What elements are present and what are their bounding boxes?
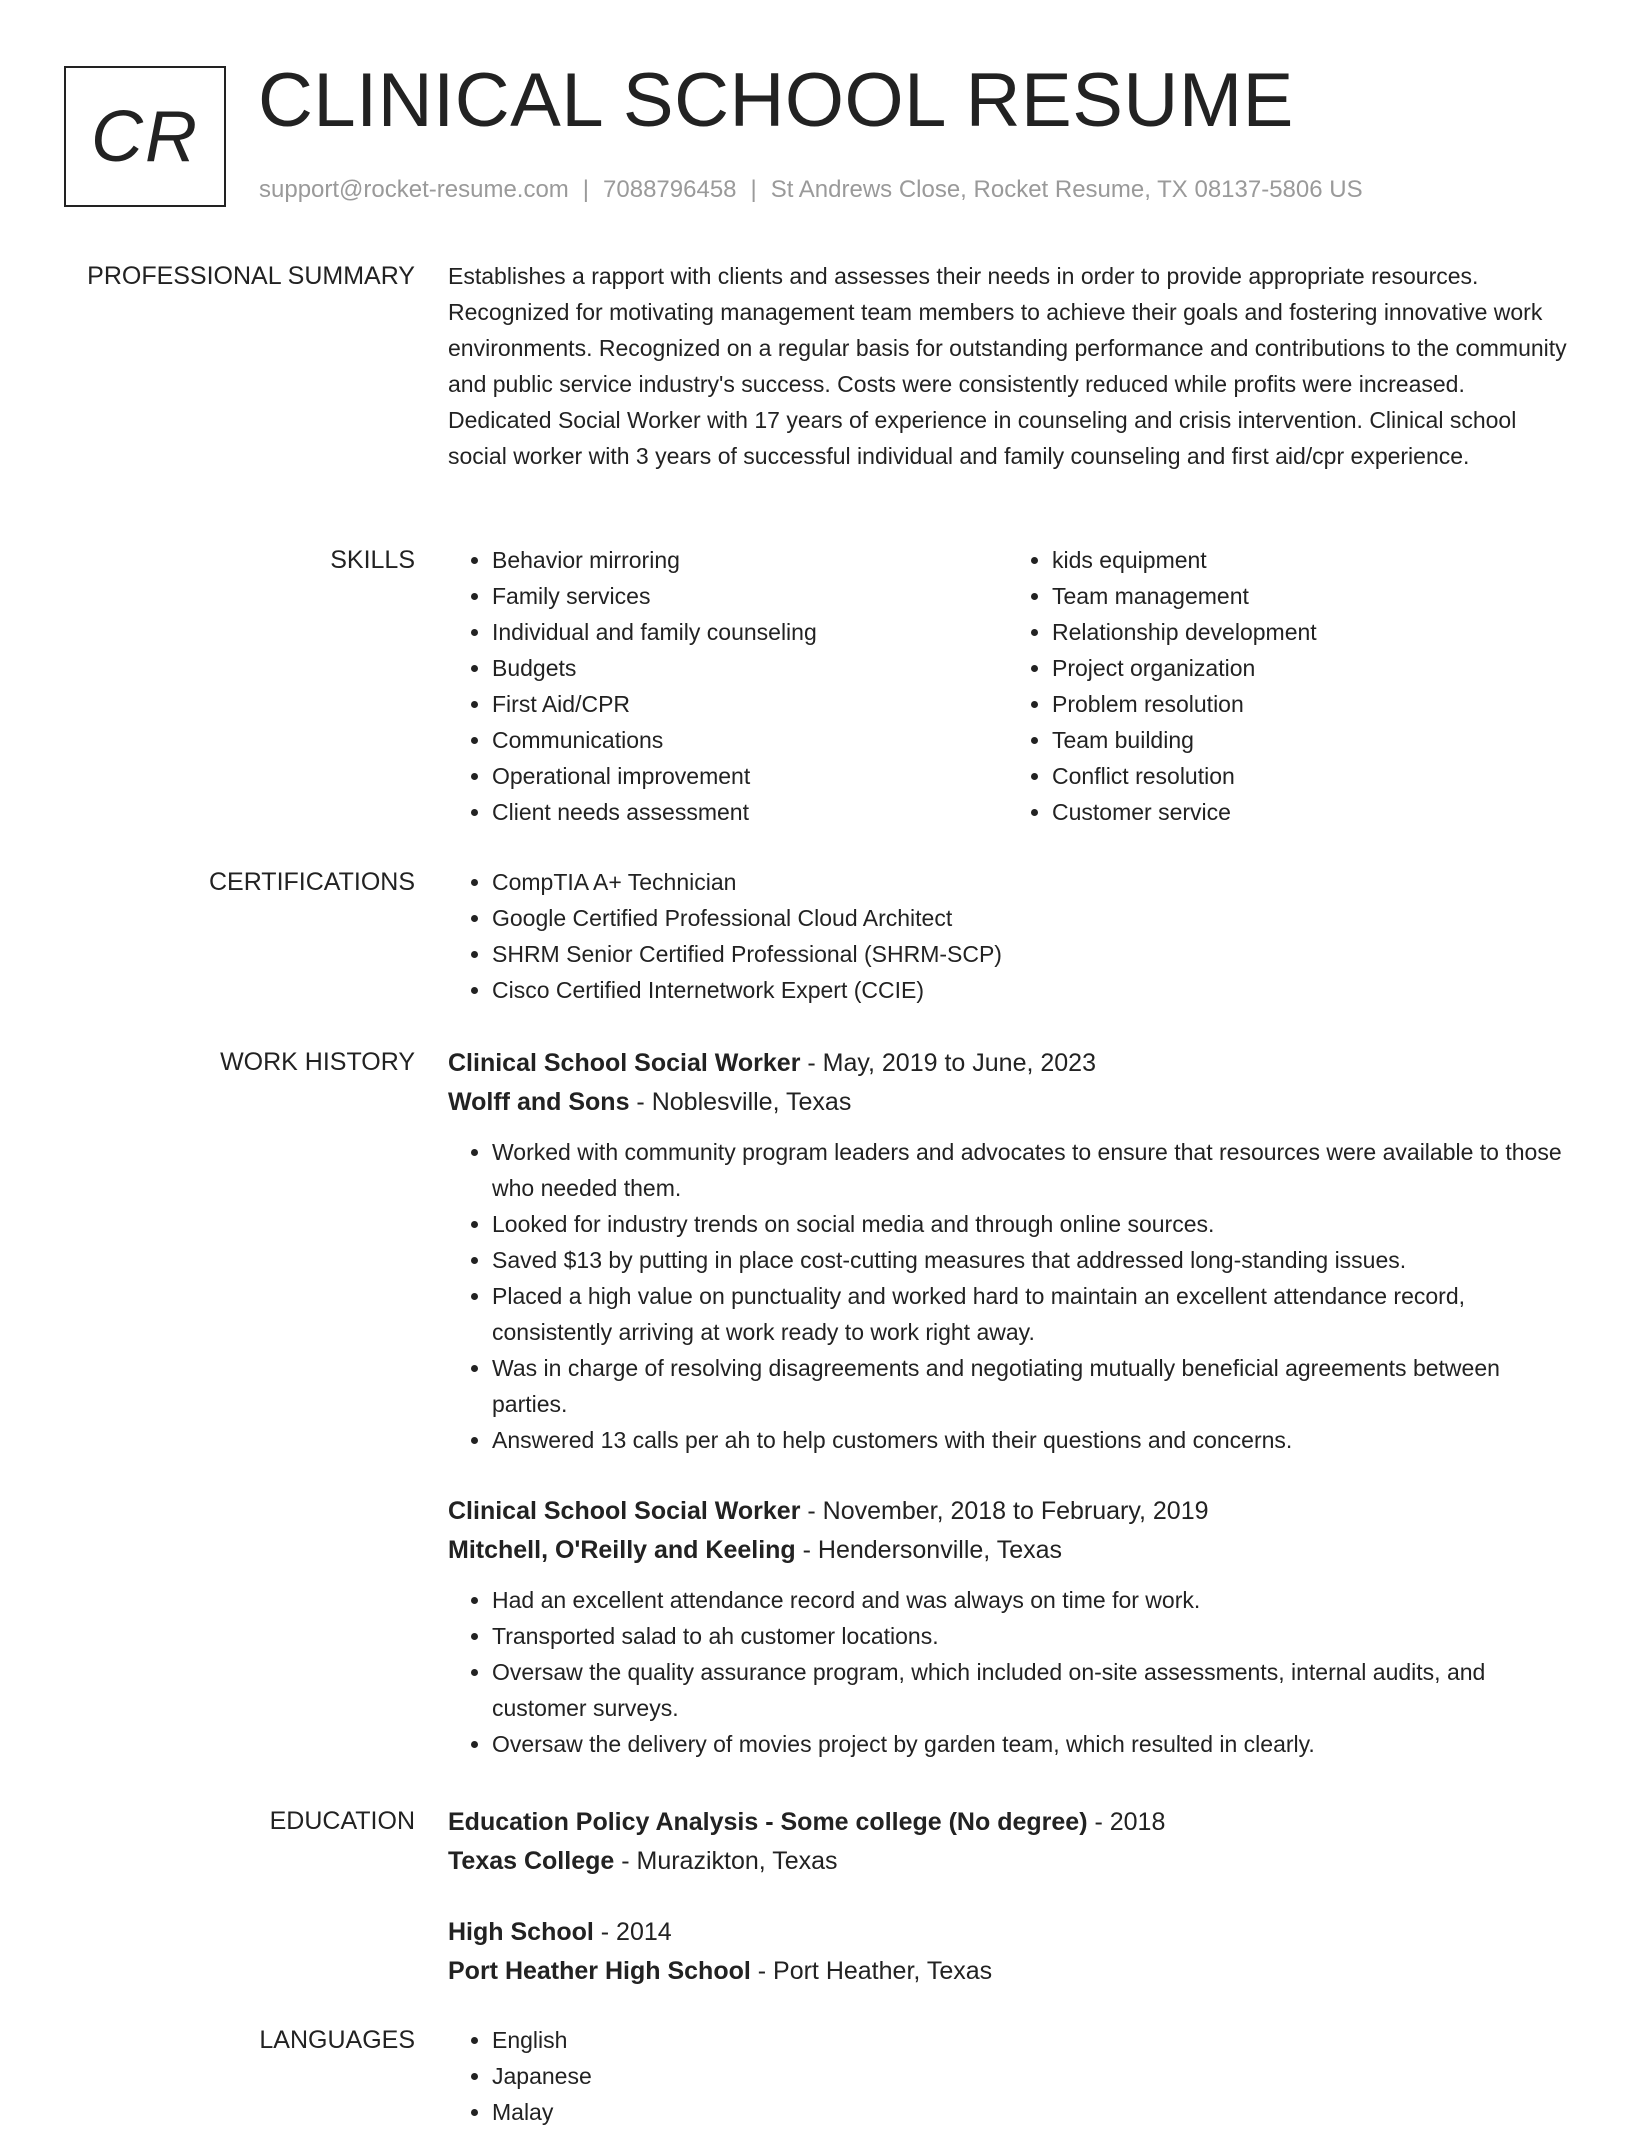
- education-school-line: [448, 1841, 1568, 1881]
- job-bullets: [448, 1134, 1568, 1458]
- job-dates: - May, 2019 to June, 2023: [800, 1049, 1096, 1077]
- education-degree-line: [448, 1803, 1568, 1841]
- skill-item: • Problem resolution: [1052, 686, 1568, 722]
- education-school: Texas College: [448, 1847, 615, 1875]
- education-degree: Education Policy Analysis - Some college (No degree): [448, 1808, 1088, 1836]
- certification-item: • Cisco Certified Internetwork Expert (CCIE): [492, 972, 1568, 1008]
- languages-heading: LANGUAGES: [259, 2026, 415, 2054]
- skill-item: • Behavior mirroring: [492, 542, 1008, 578]
- summary-text: Establishes a rapport with clients and assesses their needs in order to provide appropriate resources. Recognized for motivating management team members to achieve their goals and fostering innovative work environments. Recognized on a regular basis for outstanding performance and contributions to the community and public service industry's success. Costs were consistently reduced while profits were increased. Dedicated Social Worker with 17 years of experience in counseling and crisis intervention. Clinical school social worker with 3 years of successful individual and family counseling and first aid/cpr experience.: [448, 263, 1567, 469]
- skills-columns: [448, 542, 1568, 830]
- skill-item: • Conflict resolution: [1052, 758, 1568, 794]
- work-history-body: [448, 1044, 1568, 1762]
- job-location: - Noblesville, Texas: [629, 1088, 852, 1116]
- job-bullets: [448, 1582, 1568, 1762]
- job-bullet: • Oversaw the quality assurance program, which included on-site assessments, internal audits, and customer surveys.: [492, 1654, 1568, 1726]
- resume-title: CLINICAL SCHOOL RESUME: [258, 58, 1294, 143]
- job-bullet: • Placed a high value on punctuality and worked hard to maintain an excellent attendance record, consistently arriving at work ready to work right away.: [492, 1278, 1568, 1350]
- job-location: - Hendersonville, Texas: [795, 1536, 1063, 1564]
- language-item: • English: [492, 2022, 1568, 2058]
- education-degree-line: [448, 1913, 1568, 1951]
- education-body: [448, 1803, 1568, 1991]
- skill-item: • Project organization: [1052, 650, 1568, 686]
- monogram-logo: CR: [64, 66, 226, 207]
- language-item: • Japanese: [492, 2058, 1568, 2094]
- skill-item: • Customer service: [1052, 794, 1568, 830]
- job-bullet: • Was in charge of resolving disagreements and negotiating mutually beneficial agreements between parties.: [492, 1350, 1568, 1422]
- skill-item: • Team management: [1052, 578, 1568, 614]
- job-title: Clinical School Social Worker: [448, 1049, 801, 1077]
- skill-item: • Family services: [492, 578, 1008, 614]
- work-history-heading: WORK HISTORY: [220, 1048, 415, 1076]
- education-entry: [448, 1803, 1568, 1881]
- job-bullet: • Oversaw the delivery of movies project by garden team, which resulted in clearly.: [492, 1726, 1568, 1762]
- skill-item: • kids equipment: [1052, 542, 1568, 578]
- languages-body: [448, 2022, 1568, 2130]
- languages-list: [448, 2022, 1568, 2130]
- job-bullet: • Worked with community program leaders and advocates to ensure that resources were available to those who needed them.: [492, 1134, 1568, 1206]
- job-bullet: • Looked for industry trends on social media and through online sources.: [492, 1206, 1568, 1242]
- certifications-heading: CERTIFICATIONS: [208, 868, 415, 896]
- education-location: - Port Heather, Texas: [750, 1957, 993, 1985]
- job-company: Mitchell, O'Reilly and Keeling: [448, 1536, 796, 1564]
- contact-email[interactable]: support@rocket-resume.com: [259, 176, 569, 203]
- job-title: Clinical School Social Worker: [448, 1497, 801, 1525]
- skill-item: • Operational improvement: [492, 758, 1008, 794]
- job-bullet: • Saved $13 by putting in place cost-cutting measures that addressed long-standing issues.: [492, 1242, 1568, 1278]
- language-item: • Malay: [492, 2094, 1568, 2130]
- skill-item: • Budgets: [492, 650, 1008, 686]
- certifications-body: [448, 864, 1568, 1008]
- job-title-line: [448, 1492, 1568, 1530]
- skill-item: • Team building: [1052, 722, 1568, 758]
- skill-item: • First Aid/CPR: [492, 686, 1008, 722]
- summary-heading: PROFESSIONAL SUMMARY: [87, 262, 415, 290]
- job-bullet: • Had an excellent attendance record and was always on time for work.: [492, 1582, 1568, 1618]
- certification-item: • CompTIA A+ Technician: [492, 864, 1568, 900]
- education-year: - 2014: [593, 1918, 672, 1946]
- education-school-line: [448, 1951, 1568, 1991]
- job-company: Wolff and Sons: [448, 1088, 630, 1116]
- skill-item: • Individual and family counseling: [492, 614, 1008, 650]
- education-location: - Murazikton, Texas: [614, 1847, 838, 1875]
- contact-separator: |: [582, 176, 590, 203]
- education-heading: EDUCATION: [269, 1807, 415, 1835]
- education-school: Port Heather High School: [448, 1957, 751, 1985]
- certifications-list: [448, 864, 1568, 1008]
- skill-item: • Communications: [492, 722, 1008, 758]
- contact-address: St Andrews Close, Rocket Resume, TX 08137-5806 US: [770, 176, 1363, 203]
- contact-line: [259, 174, 1363, 206]
- contact-separator: |: [750, 176, 757, 203]
- job-title-line: [448, 1044, 1568, 1082]
- job-dates: - November, 2018 to February, 2019: [800, 1497, 1209, 1525]
- certification-item: • SHRM Senior Certified Professional (SHRM-SCP): [492, 936, 1568, 972]
- skill-item: • Relationship development: [1052, 614, 1568, 650]
- job-bullet: • Transported salad to ah customer locations.: [492, 1618, 1568, 1654]
- job-entry: [448, 1044, 1568, 1458]
- job-bullet: • Answered 13 calls per ah to help customers with their questions and concerns.: [492, 1422, 1568, 1458]
- job-entry: [448, 1492, 1568, 1762]
- skill-item: • Client needs assessment: [492, 794, 1008, 830]
- job-company-line: [448, 1530, 1568, 1570]
- skills-heading: SKILLS: [330, 546, 415, 574]
- education-year: - 2018: [1087, 1808, 1166, 1836]
- education-entry: [448, 1913, 1568, 1991]
- contact-phone[interactable]: 7088796458: [603, 176, 737, 203]
- skills-list-right: [1008, 542, 1568, 830]
- job-company-line: [448, 1082, 1568, 1122]
- certification-item: • Google Certified Professional Cloud Architect: [492, 900, 1568, 936]
- education-degree: High School: [448, 1918, 594, 1946]
- skills-list-left: [448, 542, 1008, 830]
